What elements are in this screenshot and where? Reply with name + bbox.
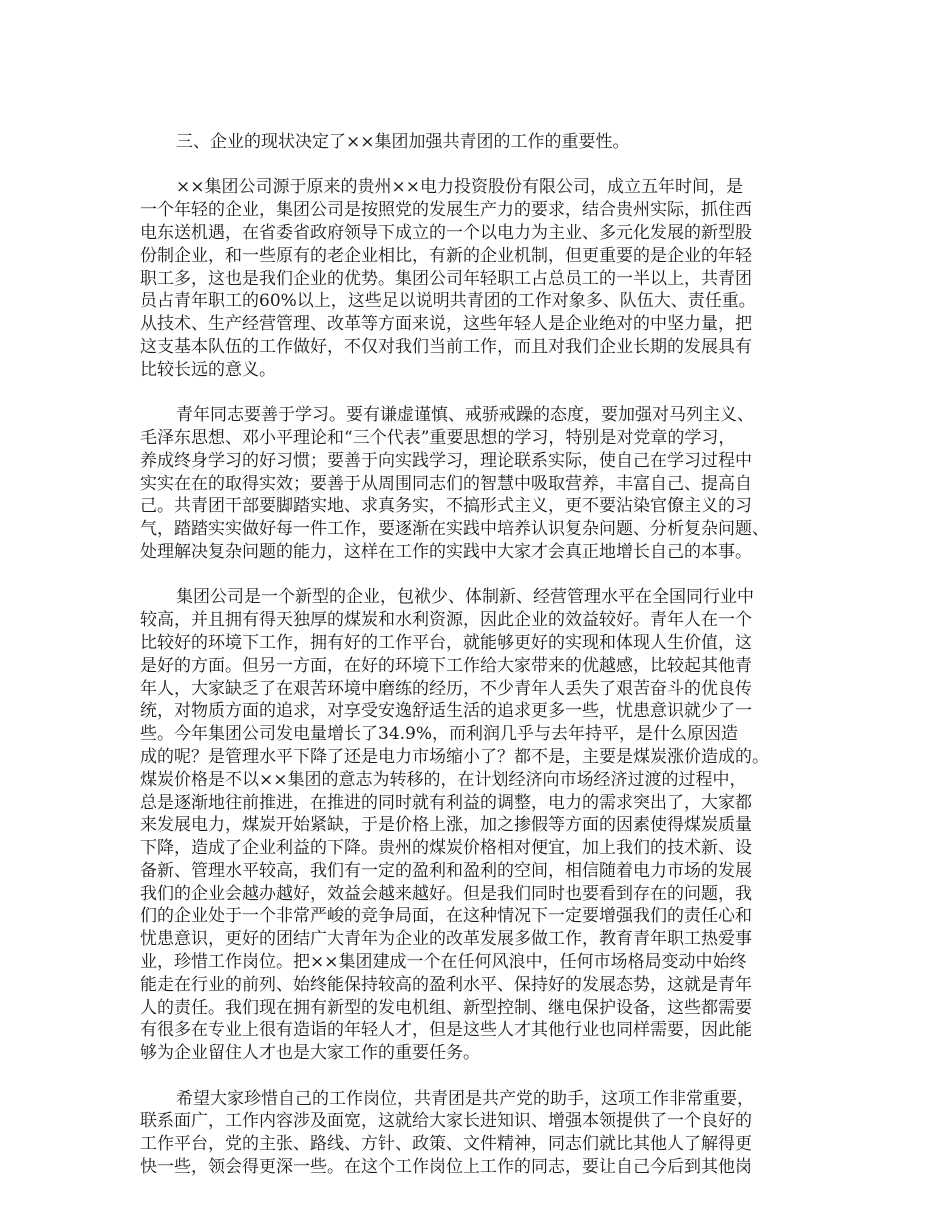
paragraph-line: 够为企业留住人才也是大家工作的重要任务。	[140, 1043, 480, 1064]
paragraph-line: 份制企业，和一些原有的老企业相比，有新的企业机制，但更重要的是企业的年轻	[140, 245, 752, 266]
paragraph-line: 集团公司是一个新型的企业，包袱少、体制新、经营管理水平在全国同行业中	[176, 587, 754, 608]
paragraph-line: 些。今年集团公司发电量增长了34.9%，而利润几乎与去年持平，是什么原因造	[140, 724, 739, 745]
paragraph-list	[140, 176, 820, 1178]
paragraph-line: 是好的方面。但另一方面，在好的环境下工作给大家带来的优越感，比较起其他青	[140, 655, 752, 676]
paragraph-line: 年人，大家缺乏了在艰苦环境中磨练的经历，不少青年人丢失了艰苦奋斗的优良传	[140, 678, 752, 699]
body-paragraph	[140, 176, 820, 381]
paragraph-line: 下降，造成了企业利益的下降。贵州的煤炭价格相对便宜，加上我们的技术新、设	[140, 838, 752, 859]
paragraph-line: 比较好的环境下工作，拥有好的工作平台，就能够更好的实现和体现人生价值，这	[140, 632, 752, 653]
paragraph-line: 工作平台，党的主张、路线、方针、政策、文件精神，同志们就比其他人了解得更	[140, 1134, 752, 1155]
paragraph-line: 总是逐渐地往前推进，在推进的同时就有利益的调整，电力的需求突出了，大家都	[140, 792, 752, 813]
paragraph-line: 我们的企业会越办越好，效益会越来越好。但是我们同时也要看到存在的问题，我	[140, 883, 752, 904]
paragraph-line: 快一些，领会得更深一些。在这个工作岗位上工作的同志，要让自己今后到其他岗	[140, 1157, 752, 1178]
paragraph-line: 气，踏踏实实做好每一件工作，要逐渐在实践中培养认识复杂问题、分析复杂问题、	[140, 519, 769, 540]
paragraph-line: 忧患意识，更好的团结广大青年为企业的改革发展多做工作，教育青年职工热爱事	[140, 929, 752, 950]
paragraph-line: 己。共青团干部要脚踏实地、求真务实，不搞形式主义，更不要沾染官僚主义的习	[140, 496, 752, 517]
paragraph-line: 毛泽东思想、邓小平理论和“三个代表”重要思想的学习，特别是对党章的学习，	[140, 427, 736, 448]
paragraph-line: 煤炭价格是不以××集团的意志为转移的，在计划经济向市场经济过渡的过程中，	[140, 769, 747, 790]
paragraph-line: 员占青年职工的60%以上，这些足以说明共青团的工作对象多、队伍大、责任重。	[140, 291, 756, 312]
body-paragraph	[140, 404, 820, 564]
document-body	[140, 131, 820, 1179]
paragraph-line: 电东送机遇，在省委省政府领导下成立的一个以电力为主业、多元化发展的新型股	[140, 222, 752, 243]
paragraph-line: 人的责任。我们现在拥有新型的发电机组、新型控制、继电保护设备，这些都需要	[140, 997, 752, 1018]
paragraph-line: 们的企业处于一个非常严峻的竞争局面，在这种情况下一定要增强我们的责任心和	[140, 906, 752, 927]
paragraph-line: 能走在行业的前列、始终能保持较高的盈利水平、保持好的发展态势，这就是青年	[140, 974, 752, 995]
section-heading: 三、企业的现状决定了××集团加强共青团的工作的重要性。	[176, 132, 630, 152]
paragraph-line: 成的呢？是管理水平下降了还是电力市场缩小了？都不是，主要是煤炭涨价造成的。	[140, 746, 769, 767]
paragraph-line: 实实在在的取得实效；要善于从周围同志们的智慧中吸取营养，丰富自己、提高自	[140, 473, 752, 494]
paragraph-line: 处理解决复杂问题的能力，这样在工作的实践中大家才会真正地增长自己的本事。	[140, 541, 752, 562]
paragraph-line: 职工多，这也是我们企业的优势。集团公司年轻职工占总员工的一半以上，共青团	[140, 268, 752, 289]
paragraph-line: 希望大家珍惜自己的工作岗位，共青团是共产党的助手，这项工作非常重要，	[176, 1088, 754, 1109]
body-paragraph	[140, 1088, 820, 1179]
paragraph-line: 较高，并且拥有得天独厚的煤炭和水利资源，因此企业的效益较好。青年人在一个	[140, 610, 752, 631]
paragraph-line: 这支基本队伍的工作做好，不仅对我们当前工作，而且对我们企业长期的发展具有	[140, 336, 752, 357]
body-paragraph	[140, 586, 820, 1065]
paragraph-line: 有很多在专业上很有造诣的年轻人才，但是这些人才其他行业也同样需要，因此能	[140, 1020, 752, 1041]
paragraph-line: 来发展电力，煤炭开始紧缺，于是价格上涨，加之掺假等方面的因素使得煤炭质量	[140, 815, 752, 836]
paragraph-line: 统，对物质方面的追求，对享受安逸舒适生活的追求更多一些，忧患意识就少了一	[140, 701, 752, 722]
paragraph-line: 业，珍惜工作岗位。把××集团建成一个在任何风浪中，任何市场格局变动中始终	[140, 952, 747, 973]
paragraph-line: 备新、管理水平较高，我们有一定的盈利和盈利的空间，相信随着电力市场的发展	[140, 860, 752, 881]
paragraph-line: 青年同志要善于学习。要有谦虚谨慎、戒骄戒躁的态度，要加强对马列主义、	[176, 405, 754, 426]
paragraph-line: 比较长远的意义。	[140, 359, 276, 380]
paragraph-line: 一个年轻的企业，集团公司是按照党的发展生产力的要求，结合贵州实际，抓住西	[140, 200, 752, 221]
paragraph-line: ××集团公司源于原来的贵州××电力投资股份有限公司，成立五年时间，是	[176, 177, 743, 198]
paragraph-line: 联系面广，工作内容涉及面宽，这就给大家长进知识、增强本领提供了一个良好的	[140, 1111, 752, 1132]
paragraph-line: 养成终身学习的好习惯；要善于向实践学习，理论联系实际，使自己在学习过程中	[140, 450, 752, 471]
paragraph-line: 从技术、生产经营管理、改革等方面来说，这些年轻人是企业绝对的中坚力量，把	[140, 314, 752, 335]
